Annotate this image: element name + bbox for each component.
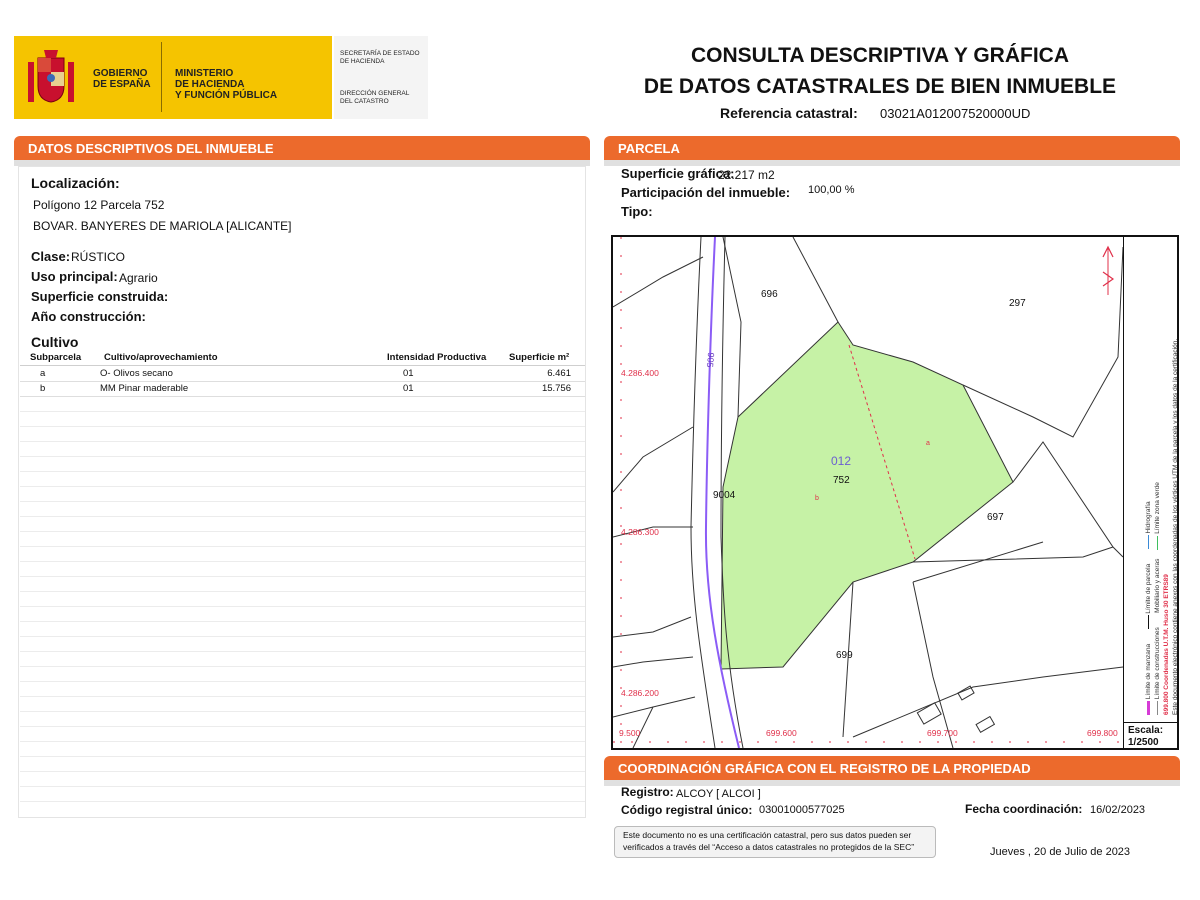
empty-table-row [20,727,585,742]
gov-divider [161,42,162,112]
gov-line-1: GOBIERNO [93,68,148,79]
clase-value: RÚSTICO [71,250,125,264]
empty-table-row [20,457,585,472]
building-outline [958,686,974,700]
coordinacion-header [604,756,1180,780]
superficie-grafica-label: Superficie gráfica: [621,166,735,181]
cell-intensidad: 01 [403,383,414,394]
coord-x-4: 699.800 [1087,728,1118,738]
empty-table-row [20,577,585,592]
legend-row-1 [1144,275,1153,715]
empty-table-row [20,667,585,682]
descriptivos-header [14,136,590,160]
empty-table-row [20,637,585,652]
gov-name [93,68,151,90]
table-row [20,367,585,382]
superficie-construida-label: Superficie construida: [31,289,169,304]
ministry-line-2: DE HACIENDA [175,79,245,90]
ministry-line-3: Y FUNCIÓN PÚBLICA [175,90,278,101]
empty-table-row [20,592,585,607]
col-cultivo: Cultivo/aprovechamiento [104,352,218,363]
descriptivos-title-a: DATOS DESCRIPTIVOS DEL [28,141,206,156]
disclaimer-box: Este documento no es una certificación catastral, pero sus datos pueden ser verificados a través del “Acceso a datos catastrales no protegidos de la SEC” [614,826,936,858]
cell-intensidad: 01 [403,368,414,379]
map-label-parcel: 752 [833,475,850,486]
direccion-line-2: DEL CATASTRO [340,98,389,105]
secretaria-line-1: SECRETARÍA DE ESTADO [340,50,420,57]
empty-table-row [20,682,585,697]
clase-label: Clase: [31,249,71,264]
empty-table-row [20,652,585,667]
parcela-header [604,136,1180,160]
parcela-title: PARCELA [618,141,680,156]
ministry-line-1: MINISTERIO [175,68,234,79]
empty-table-row [20,472,585,487]
gov-line-2: DE ESPAÑA [93,79,151,90]
map-label-sub-b: b [815,495,819,502]
legend-row-2 [1153,275,1162,715]
legend-parcela: Límite de parcela [1145,563,1152,614]
empty-table-row [20,532,585,547]
ministry-name [175,68,277,101]
col-intensidad: Intensidad Productiva [387,352,487,363]
map-drawing [613,237,1177,748]
cultivo-table-header [20,352,585,366]
parcel-line [613,427,693,492]
coordinacion-underbar [604,780,1180,786]
map-label-697: 697 [987,512,1004,523]
legend-mobiliario: Mobiliario y aceras [1154,558,1161,613]
cultivo-label: Cultivo [31,334,79,350]
legend-hidro-swatch [1148,535,1149,549]
coat-of-arms-icon [26,48,76,108]
parcel-line [613,617,691,637]
cell-cultivo: MM Pinar maderable [100,383,189,394]
empty-table-row [20,742,585,757]
parcel-line [793,237,838,322]
coord-y-1: 4.286.400 [621,368,659,378]
empty-table-row [20,427,585,442]
registro-label: Registro: [621,785,674,799]
empty-table-row [20,622,585,637]
secretaria-line-2: DE HACIENDA [340,58,385,65]
localizacion-line-1: Polígono 12 Parcela 752 [33,198,165,212]
empty-table-row [20,547,585,562]
anio-construccion-label: Año construcción: [31,309,146,324]
empty-table-row [20,517,585,532]
parcel-line [913,542,1043,582]
scale-label: Escala: [1128,725,1164,736]
legend-rotated [1144,275,1180,715]
ref-label: Referencia catastral: [720,105,858,121]
empty-table-row [20,412,585,427]
localizacion-label: Localización: [31,175,120,191]
scale-value: 1/2500 [1128,737,1159,748]
building-outline [917,703,941,724]
participacion-value: 100,00 % [808,184,855,196]
legend-inner [1124,235,1180,724]
legend-construcciones-swatch [1157,701,1158,715]
fecha-value: 16/02/2023 [1090,804,1146,816]
legend-doc-note: Este documento electrónico contiene anexos con las coordenadas de los vértices UTM de la parcela y los datos de la certificación. [1172,338,1179,715]
map-label-297: 297 [1009,298,1026,309]
uso-label: Uso principal: [31,269,118,284]
superficie-grafica-value: 22.217 m2 [718,168,775,182]
document-date: Jueves , 20 de Julio de 2023 [990,846,1131,858]
uso-value: Agrario [119,271,158,285]
legend-zona-verde-swatch [1157,536,1158,550]
fecha-label: Fecha coordinación: [965,802,1083,816]
tipo-label: Tipo: [621,204,653,219]
parcel-line [723,237,741,417]
empty-table-row [20,772,585,787]
registro-value: ALCOY [ ALCOI ] [676,788,761,800]
empty-table-row [20,397,585,412]
parcel-752-area [721,322,1013,669]
cell-superficie: 15.756 [541,383,571,394]
map-label-699: 699 [836,650,853,661]
coord-y-3: 4.286.200 [621,688,659,698]
map-label-905: 905 [704,352,717,368]
title-line-2: DE DATOS CATASTRALES DE BIEN INMUEBLE [643,75,1117,98]
map-label-polygon: 012 [831,454,852,468]
north-arrow-icon [1103,247,1113,295]
cell-superficie: 6.461 [547,368,571,379]
title-line-1: CONSULTA DESCRIPTIVA Y GRÁFICA [690,44,1070,67]
building-outline [976,717,994,733]
cadastral-map[interactable] [611,235,1179,750]
empty-table-row [20,787,585,802]
parcel-line [1013,442,1123,557]
legend-manzana: Límite de manzana [1145,643,1152,700]
cell-subparcela: b [40,383,46,394]
col-subparcela: Subparcela [30,352,82,363]
parcel-line [613,697,695,717]
coord-x-3: 699.700 [927,728,958,738]
coord-x-1: 9.500 [619,728,641,738]
legend-construcciones: Límite de construcciones [1154,627,1161,700]
secretaria-name [340,50,420,66]
participacion-label: Participación del inmueble: [621,185,791,200]
col-superficie: Superficie m² [509,352,570,363]
ref-value: 03021A012007520000UD [880,106,1031,121]
empty-table-row [20,442,585,457]
localizacion-line-2: BOVAR. BANYERES DE MARIOLA [ALICANTE] [33,219,292,233]
map-label-696: 696 [761,289,778,300]
direccion-line-1: DIRECCIÓN GENERAL [340,90,410,97]
scale-box [1123,722,1179,750]
coord-x-2: 699.600 [766,728,797,738]
parcel-line [853,667,1123,737]
secretaria-block [334,36,428,119]
legend-zona-verde: Límite zona verde [1154,482,1161,534]
codigo-label: Código registral único: [621,803,753,817]
cell-cultivo: O- Olivos secano [100,368,173,379]
map-label-9004: 9004 [713,490,736,501]
table-row [20,382,585,397]
map-legend [1123,235,1179,724]
descriptivos-title-b: INMUEBLE [205,141,274,156]
legend-parcela-swatch [1148,615,1149,629]
legend-coords-note: 699.800 Coordenadas U.T.M. Huso 30 ETRS89 [1163,574,1170,715]
empty-table-row [20,607,585,622]
empty-table-row [20,712,585,727]
cell-subparcela: a [40,368,46,379]
page-title [620,40,1140,102]
empty-table-row [20,502,585,517]
empty-table-row [20,487,585,502]
parcel-line [913,582,953,748]
legend-manzana-swatch [1147,701,1150,715]
parcel-line [613,257,703,307]
direccion-name [340,90,409,106]
parcel-line [963,247,1123,437]
empty-table-row [20,757,585,772]
empty-table-row [20,562,585,577]
codigo-value: 03001000577025 [759,804,845,816]
empty-table-row [20,697,585,712]
legend-hidrografia: Hidrografía [1145,501,1152,534]
coordinacion-title-b: GRÁFICA CON EL REGISTRO DE LA PROPIEDAD [724,761,1031,776]
map-label-sub-a: a [926,440,930,447]
coordinacion-title-a: COORDINACIÓN [618,761,725,776]
parcel-line [913,547,1113,562]
parcel-line [613,657,693,667]
coord-y-2: 4.286.300 [621,527,659,537]
